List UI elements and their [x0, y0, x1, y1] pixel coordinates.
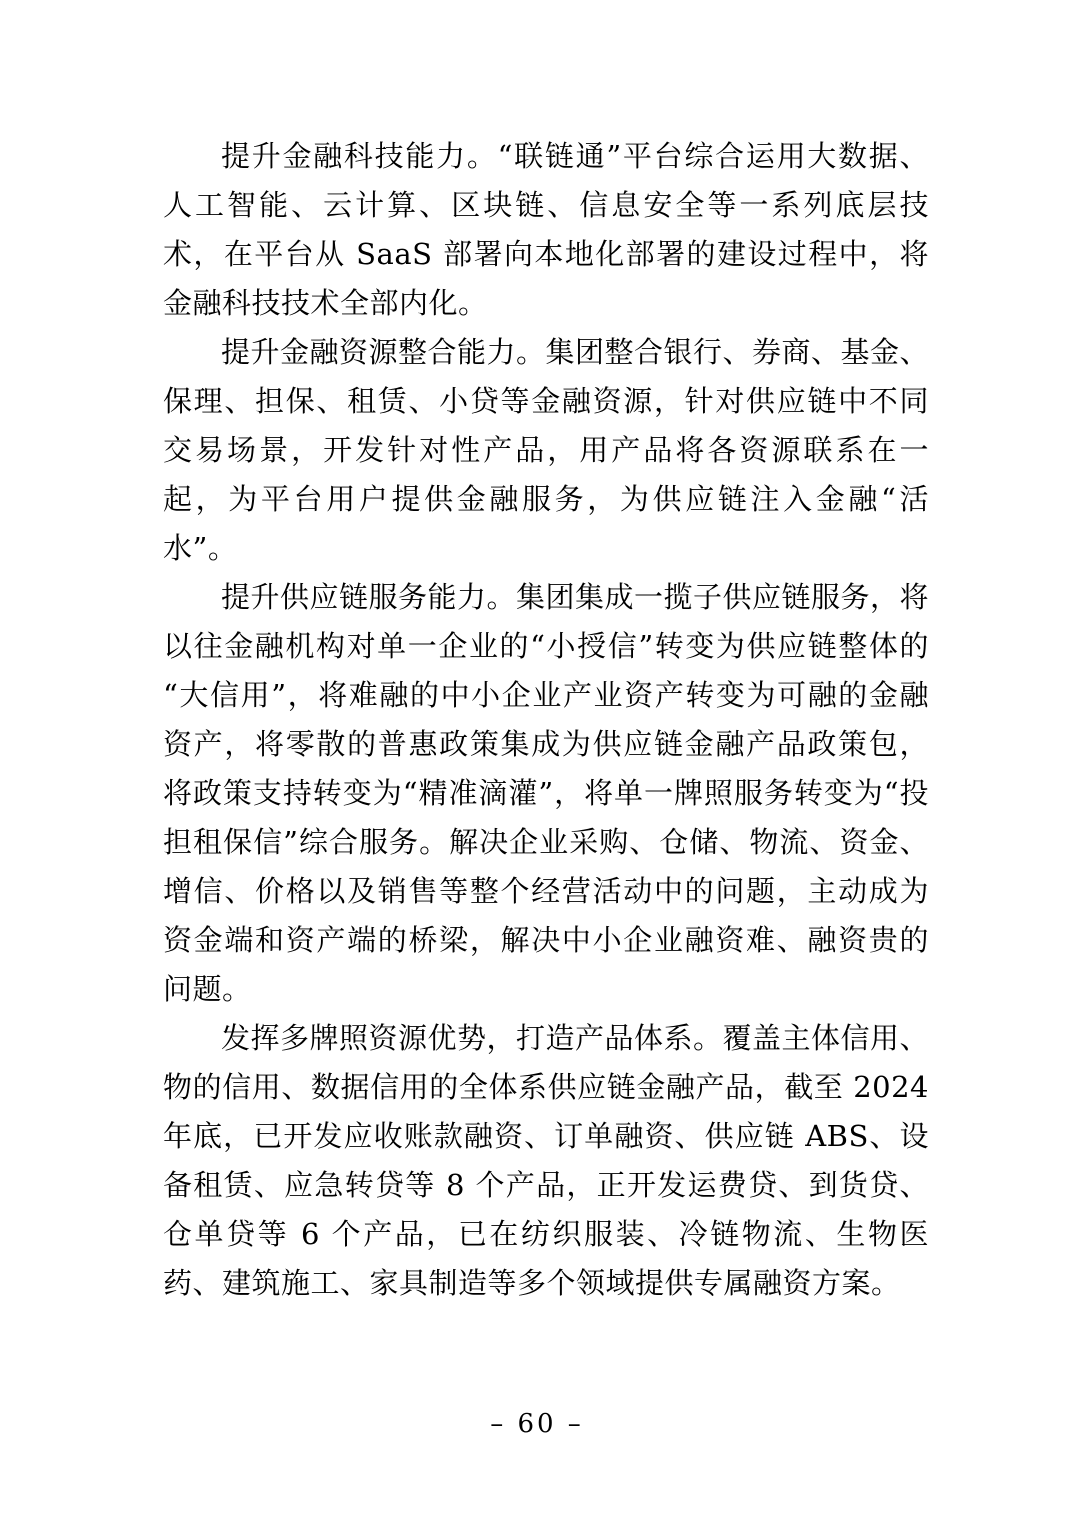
- paragraph-product-system: 发挥多牌照资源优势，打造产品体系。覆盖主体信用、物的信用、数据信用的全体系供应链金融产品，截至 2024 年底，已开发应收账款融资、订单融资、供应链 ABS、设备租赁、应急转贷等 8 个产品，正开发运费贷、到货贷、仓单贷等 6 个产品，已在纺织服装、冷链物流、生物医药、建筑施工、家具制造等多个领域提供专属融资方案。: [163, 1021, 930, 1300]
- paragraph-fintech-capability: 提升金融科技能力。“联链通”平台综合运用大数据、人工智能、云计算、区块链、信息安全等一系列底层技术，在平台从 SaaS 部署向本地化部署的建设过程中，将金融科技技术全部内化。: [163, 139, 929, 320]
- document-body: [163, 132, 929, 1308]
- page-footer: [0, 1404, 1074, 1444]
- paragraph-financial-resource-integration: 提升金融资源整合能力。集团整合银行、券商、基金、保理、担保、租赁、小贷等金融资源，针对供应链中不同交易场景，开发针对性产品，用产品将各资源联系在一起，为平台用户提供金融服务，为供应链注入金融“活水”。: [163, 335, 930, 565]
- paragraph-supply-chain-service: 提升供应链服务能力。集团集成一揽子供应链服务，将以往金融机构对单一企业的“小授信”转变为供应链整体的“大信用”，将难融的中小企业产业资产转变为可融的金融资产，将零散的普惠政策集成为供应链金融产品政策包，将政策支持转变为“精准滴灌”，将单一牌照服务转变为“投担租保信”综合服务。解决企业采购、仓储、物流、资金、增信、价格以及销售等整个经营活动中的问题，主动成为资金端和资产端的桥梁，解决中小企业融资难、融资贵的问题。: [163, 580, 930, 1006]
- page-number: – 60 –: [490, 1409, 584, 1439]
